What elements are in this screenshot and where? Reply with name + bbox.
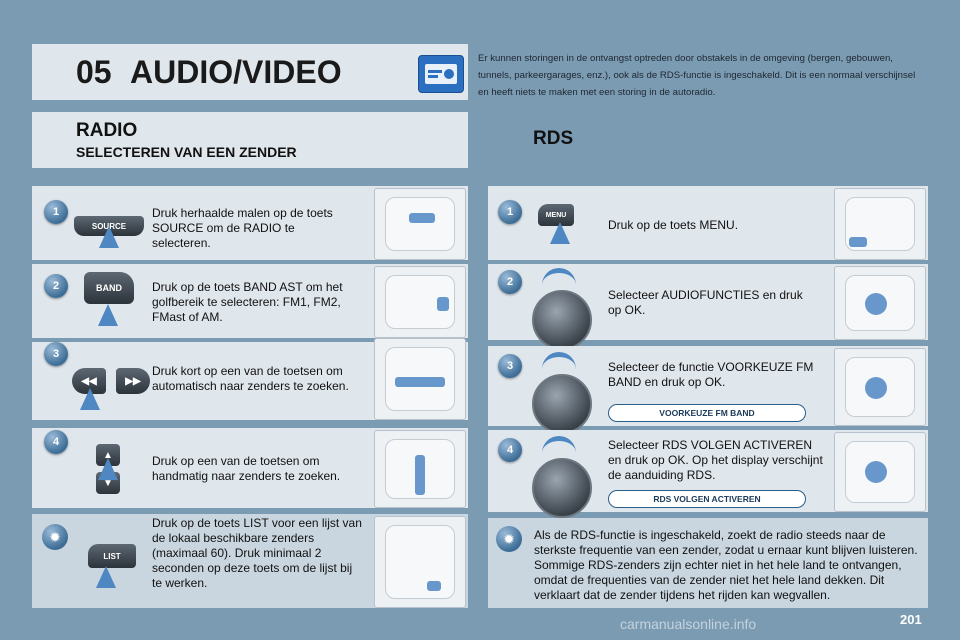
source-button-icon: SOURCE — [74, 216, 144, 236]
step-text: Selecteer AUDIOFUNCTIES en druk op OK. — [608, 288, 803, 317]
tip-text: Als de RDS-functie is ingeschakeld, zoekt de radio steeds naar de sterkste frequentie van een zender, zodat u ernaar kunt blijven luisteren. Sommige RDS-zenders zijn echter niet in het hele land te ontvangen, omdat de frequenties van de zender niet het hele land dekken. Dit verklaart dat de zender tijdens het rijden kan wegvallen. — [534, 528, 918, 602]
rds-step-2 — [488, 264, 928, 340]
tune-down-icon: ▼ — [96, 472, 120, 494]
radio-panel-image — [834, 266, 926, 340]
band-button-icon: BAND — [84, 272, 134, 304]
radio-step-4 — [32, 428, 468, 508]
rds-step-1 — [488, 186, 928, 260]
rds-tip — [488, 518, 928, 608]
rds-title: RDS — [533, 128, 574, 149]
step-number-badge: 1 — [498, 200, 522, 224]
step-number-badge: 4 — [498, 438, 522, 462]
arrow-up-icon — [99, 226, 119, 248]
radio-tip — [32, 514, 468, 608]
intro-text: Er kunnen storingen in de ontvangst optreden door obstakels in de omgeving (bergen, gebouwen, tunnels, parkeergarages, enz.), ook als de RDS-functie is ingeschakeld. Dit is een normaal verschijnsel en heeft niets te maken met een storing in de autoradio. — [478, 53, 916, 98]
step-text: Druk herhaalde malen op de toets SOURCE om de RADIO te selecteren. — [152, 206, 333, 250]
step-number-badge: 2 — [44, 274, 68, 298]
radio-step-1 — [32, 186, 468, 260]
radio-subtitle: SELECTEREN VAN EEN ZENDER — [76, 144, 297, 160]
knob-icon — [532, 458, 592, 518]
page-number: 201 — [900, 612, 922, 627]
arrow-up-icon — [550, 222, 570, 244]
arrow-up-icon — [96, 566, 116, 588]
rds-step-4 — [488, 430, 928, 512]
radio-step-3 — [32, 342, 468, 420]
seek-back-icon: ◀◀ — [72, 368, 106, 394]
radio-panel-image — [374, 516, 466, 608]
seek-forward-icon: ▶▶ — [116, 368, 150, 394]
step-text: Druk kort op een van de toetsen om automatisch naar zenders te zoeken. — [152, 364, 349, 393]
audio-icon — [418, 55, 464, 93]
tip-text: Druk op de toets LIST voor een lijst van de lokaal beschikbare zenders (maximaal 60). Druk minimaal 2 seconden op deze toets om de lijst bij te werken. — [152, 516, 362, 590]
list-button-icon: LIST — [88, 544, 136, 568]
rds-volgen-label: RDS VOLGEN ACTIVEREN — [608, 490, 806, 508]
rds-step-3 — [488, 346, 928, 426]
step-number-badge: 1 — [44, 200, 68, 224]
radio-panel-image — [834, 188, 926, 260]
step-number-badge: 2 — [498, 270, 522, 294]
arrow-up-icon — [80, 388, 100, 410]
step-text: Druk op de toets BAND AST om het golfbereik te selecteren: FM1, FM2, FMast of AM. — [152, 280, 343, 324]
radio-panel-image — [374, 430, 466, 508]
step-text: Selecteer de functie VOORKEUZE FM BAND en druk op OK. — [608, 360, 814, 389]
arrow-up-icon — [98, 304, 118, 326]
radio-panel-image — [374, 338, 466, 420]
chapter-title: AUDIO/VIDEO — [130, 54, 342, 90]
sun-tip-icon: ✹ — [42, 524, 68, 550]
sun-tip-icon: ✹ — [496, 526, 522, 552]
radio-panel-image — [834, 432, 926, 512]
watermark: carmanualsonline.info — [620, 616, 757, 632]
radio-panel-image — [374, 266, 466, 338]
arrow-up-icon — [98, 458, 118, 480]
menu-button-icon: MENU — [538, 204, 574, 226]
knob-icon — [532, 290, 592, 350]
tune-up-icon: ▲ — [96, 444, 120, 466]
radio-step-2 — [32, 264, 468, 338]
step-text: Druk op een van de toetsen om handmatig naar zenders te zoeken. — [152, 454, 341, 483]
step-number-badge: 4 — [44, 430, 68, 454]
voorkeuze-label: VOORKEUZE FM BAND — [608, 404, 806, 422]
step-number-badge: 3 — [498, 354, 522, 378]
step-text: Druk op de toets MENU. — [608, 218, 739, 232]
radio-panel-image — [834, 348, 926, 426]
radio-panel-image — [374, 188, 466, 260]
knob-icon — [532, 374, 592, 434]
radio-title: RADIO — [76, 120, 138, 141]
step-text: Selecteer RDS VOLGEN ACTIVEREN en druk op OK. Op het display verschijnt de aanduiding RDS. — [608, 438, 823, 482]
step-number-badge: 3 — [44, 342, 68, 366]
chapter-number: 05 — [76, 54, 112, 90]
